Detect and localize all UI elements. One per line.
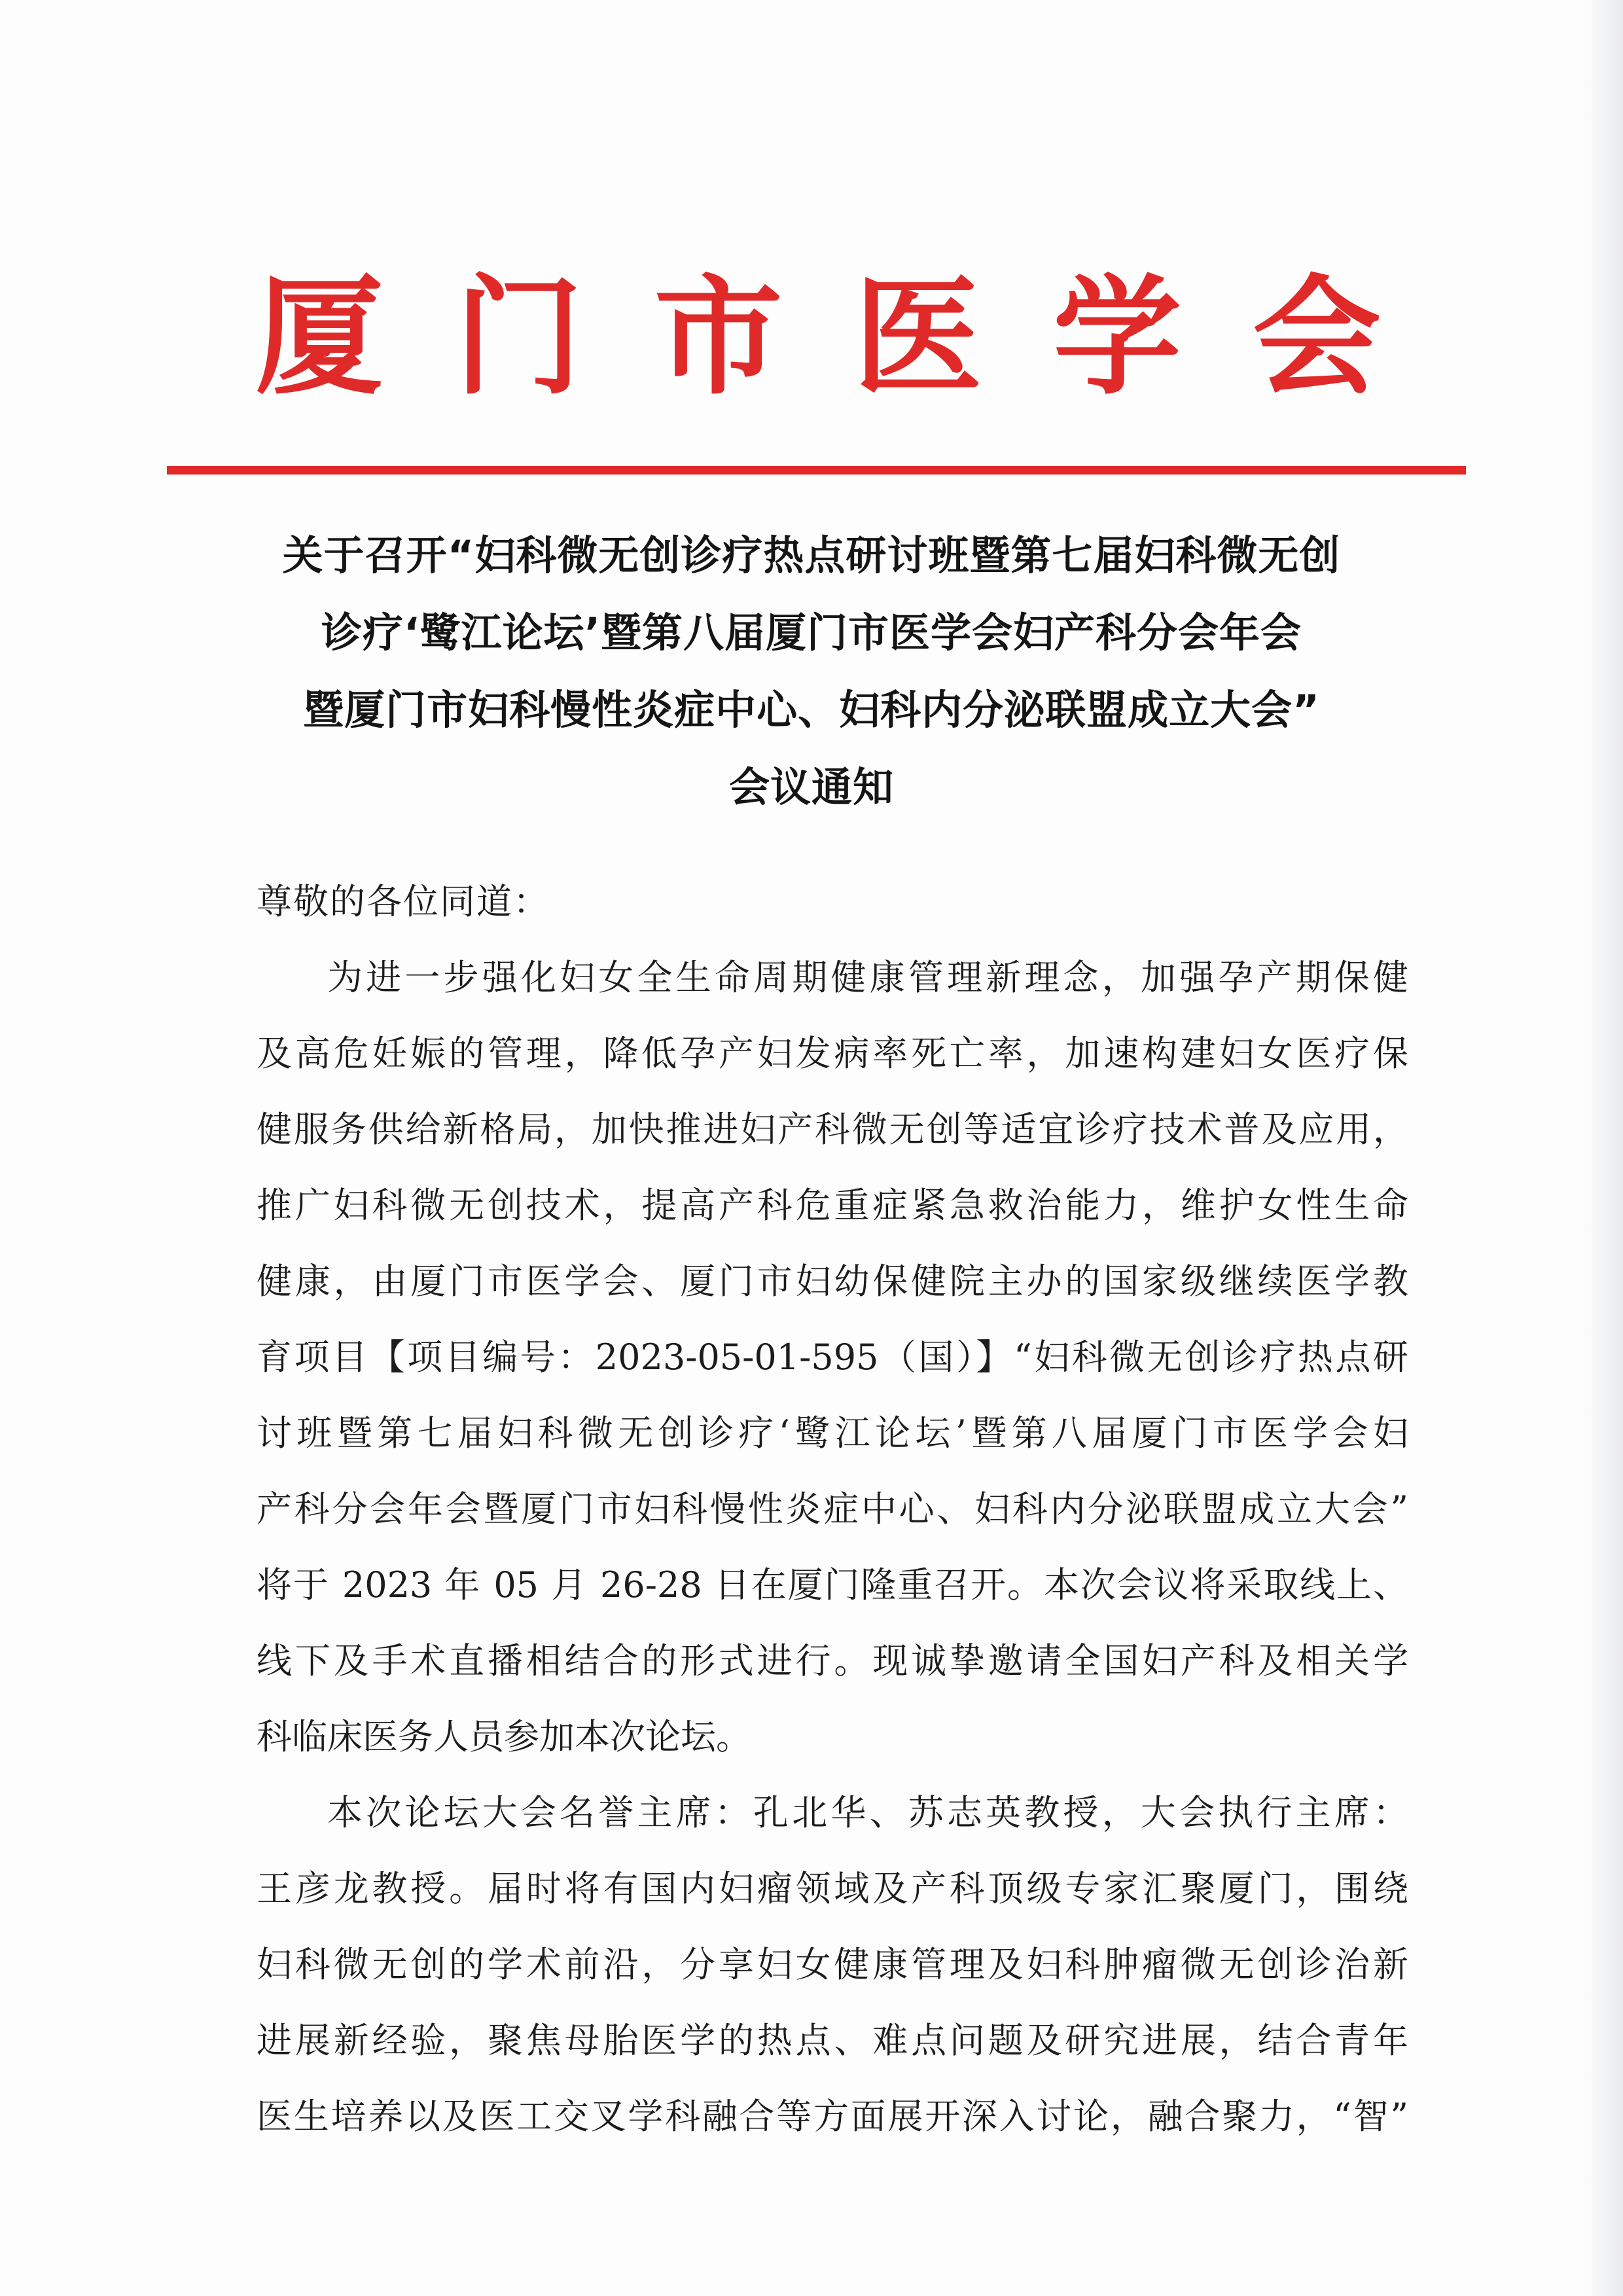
- letterhead-char: 门: [454, 262, 583, 412]
- text-line: 为进一步强化妇女全生命周期健康管理新理念，加强孕产期保健: [327, 957, 1408, 998]
- letterhead-char: 厦: [255, 262, 384, 412]
- letterhead-divider: [167, 466, 1466, 475]
- notice-body: [257, 864, 1408, 2155]
- text-line: 推广妇科微无创技术，提高产科危重症紧急救治能力，维护女性生命: [257, 1185, 1408, 1226]
- title-line: 暨厦门市妇科慢性炎症中心、妇科内分泌联盟成立大会”: [303, 686, 1320, 734]
- text-line: 妇科微无创的学术前沿，分享妇女健康管理及妇科肿瘤微无创诊治新: [257, 1944, 1408, 1985]
- salutation: 尊敬的各位同道：: [257, 881, 550, 922]
- text-line: 及高危妊娠的管理，降低孕产妇发病率死亡率，加速构建妇女医疗保: [257, 1033, 1408, 1074]
- title-line: 会议通知: [728, 763, 894, 811]
- text-line: 医生培养以及医工交叉学科融合等方面展开深入讨论，融合聚力，“智”: [257, 2096, 1408, 2137]
- text-line: 王彦龙教授。届时将有国内妇瘤领域及产科顶级专家汇聚厦门，围绕: [257, 1868, 1408, 1909]
- letterhead-char: 市: [654, 262, 783, 412]
- text-line: 科临床医务人员参加本次论坛。: [257, 1716, 751, 1757]
- text-line: 健服务供给新格局，加快推进妇产科微无创等适宜诊疗技术普及应用，: [257, 1109, 1408, 1150]
- text-line: 健康，由厦门市医学会、厦门市妇幼保健院主办的国家级继续医学教: [257, 1261, 1408, 1302]
- letterhead-char: 学: [1053, 262, 1182, 412]
- notice-title: [157, 517, 1466, 826]
- scan-edge-shadow: [1584, 0, 1623, 2296]
- title-line: 关于召开“妇科微无创诊疗热点研讨班暨第七届妇科微无创: [282, 531, 1341, 579]
- letterhead-char: 医: [853, 262, 982, 412]
- letterhead-char: 会: [1252, 262, 1381, 412]
- paragraph-2: [257, 1775, 1408, 2155]
- paragraph-1: [257, 940, 1408, 1775]
- text-line: 产科分会年会暨厦门市妇科慢性炎症中心、妇科内分泌联盟成立大会”: [257, 1488, 1408, 1530]
- text-line: 线下及手术直播相结合的形式进行。现诚挚邀请全国妇产科及相关学: [257, 1640, 1408, 1681]
- letterhead: [255, 255, 1381, 419]
- text-line: 讨班暨第七届妇科微无创诊疗‘鹭江论坛’暨第八届厦门市医学会妇: [257, 1412, 1408, 1454]
- text-line: 育项目【项目编号：2023-05-01-595（国）】“妇科微无创诊疗热点研: [257, 1336, 1408, 1378]
- title-line: 诊疗‘鹭江论坛’暨第八届厦门市医学会妇产科分会年会: [321, 609, 1302, 656]
- text-line: 进展新经验，聚焦母胎医学的热点、难点问题及研究进展，结合青年: [257, 2020, 1408, 2061]
- text-line: 本次论坛大会名誉主席：孔北华、苏志英教授，大会执行主席：: [327, 1792, 1408, 1833]
- text-line: 将于 2023 年 05 月 26-28 日在厦门隆重召开。本次会议将采取线上、: [257, 1564, 1408, 1605]
